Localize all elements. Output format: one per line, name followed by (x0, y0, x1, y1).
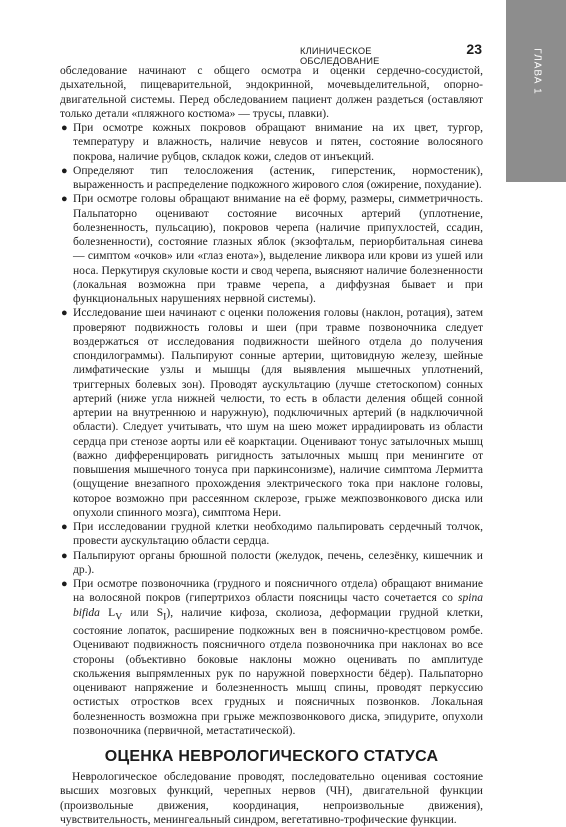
list-item (60, 549, 483, 578)
bullet-icon: ● (61, 521, 68, 533)
connector-or: или (122, 606, 157, 619)
list-item (60, 520, 483, 549)
running-title: КЛИНИЧЕСКОЕ ОБСЛЕДОВАНИЕ (300, 46, 380, 66)
list-item (60, 306, 483, 520)
bullet-icon: ● (61, 122, 68, 134)
chapter-tab-label: ГЛАВА 1 (531, 48, 543, 95)
list-item (60, 577, 483, 738)
vertebra-s-index: I (163, 610, 167, 622)
list-item-text: При осмотре головы обращают внимание на её форму, размеры, симметричность. Пальпаторно оценивают состояние височных артерий (уплотнение, болезненность, пульсацию), покровов черепа (наличие припухлостей, ссадин, болезненности), состояние глазных яблок (экзофтальм, периорбитальная синева — симптом «очков» или «глаз енота»), выделение ликвора или крови из ушей или носа. Перкутируя скуловые кости и свод черепа, выясняют наличие болезненности (локальная возможна при травме черепа, а диффузная бывает и при функциональных нарушениях нервной системы). (73, 193, 483, 305)
page-body (60, 64, 483, 827)
list-item-text (73, 578, 483, 737)
list-item (60, 192, 483, 306)
bullet-icon: ● (61, 193, 68, 206)
list-item-text: При исследовании грудной клетки необходимо пальпировать сердечный толчок, провести аускультацию области сердца. (73, 521, 483, 548)
spine-text-end: ), наличие кифоза, сколиоза, деформации грудной клетки, состояние лопаток, расширение подкожных вен в пояснично-крестцовом ромбе. Оценивают подвижность поясничного отдела позвоночника при наклонах во все стороны (объективно боковые наклоны можно оценивать по амплитуде скольжения выпрямленных рук по наружной поверхности бёдер). Пальпаторно оценивают напряжение и болезненность мышц спины, проводят перкуссию остистых отростков всех грудных и поясничных позвонков. Локальная болезненность возможна при грыже межпозвонкового диска, эпидурите, опухоли позвоночника (первичной, метастатической). (73, 606, 483, 737)
list-item-text: Определяют тип телосложения (астеник, гиперстеник, нормостеник), выраженность и распределение подкожного жирового слоя (ожирение, похудание). (73, 164, 483, 191)
spine-text-start: При осмотре позвоночника (грудного и поясничного отдела) обращают внимание на волосяной покров (гипертрихоз области поясницы часто сочетается со (73, 578, 483, 605)
intro-paragraph: обследование начинают с общего осмотра и оценки сердечно-сосудистой, дыхательной, пищеварительной, эндокринной, мочевыделительной, опорно-двигательной системы. Перед обследованием пациент должен раздеться (оставляют только детали «пляжного костюма» — трусы, плавки). (60, 65, 483, 120)
bullet-icon: ● (61, 164, 68, 177)
vertebra-l-index: V (115, 610, 123, 622)
vertebra-s: S (156, 606, 164, 619)
list-item (60, 121, 483, 164)
examination-list (60, 121, 483, 738)
section-paragraph: Неврологическое обследование проводят, последовательно оценивая состояние высших мозговых функций, черепных нервов (ЧН), двигательной функции (произвольные движения, координация, непроизвольные движения), чувствительность, менингеальный синдром, вегетативно-трофические функции. (60, 771, 483, 826)
bullet-icon: ● (61, 549, 68, 562)
bullet-icon: ● (61, 307, 68, 320)
vertebra-l: L (108, 606, 116, 619)
list-item-text: Исследование шеи начинают с оценки положения головы (наклон, ротация), затем проверяют подвижность головы и шеи (при травме позвоночника следует воздержаться от исследования подвижности шейного отдела до получения спондилограммы). Пальпируют сонные артерии, щитовидную железу, шейные лимфатические узлы и мышцы (для выявления мышечных уплотнений, триггерных болевых зон). Проводят аускультацию (лучше стетоскопом) сонных артерий (ниже угла нижней челюсти, то есть в области деления общей сонной артерии на внутреннюю и наружную), подключичных артерий (в надключичной области). Следует учитывать, что шум на шею может иррадиировать из области сердца при стенозе аорты или её коарктации. Оценивают тонус затылочных мышц (важно дифференцировать ригидность затылочных мышц при менингите от повышения мышечного тонуса при паркинсонизме), наличие симптома Лермитта (ощущение внезапного прохождения электрического тока при наклоне головы, которое возможно при рассеянном склерозе, грыже межпозвонкового диска или опухоли спинного мозга), симптома Нери. (73, 307, 483, 519)
list-item (60, 164, 483, 193)
list-item-text: Пальпируют органы брюшной полости (желудок, печень, селезёнку, кишечник и др.). (73, 549, 483, 576)
running-header (300, 41, 482, 66)
page-number: 23 (466, 41, 482, 57)
bullet-icon: ● (61, 578, 68, 590)
list-item-text: При осмотре кожных покровов обращают внимание на их цвет, тургор, температуру и влажность, наличие невусов и пятен, состояние волосяного покрова, наличие рубцов, складок кожи, следов от инъекций. (73, 122, 483, 163)
section-heading: ОЦЕНКА НЕВРОЛОГИЧЕСКОГО СТАТУСА (104, 748, 439, 766)
latin-term: spina bifida (73, 592, 483, 619)
